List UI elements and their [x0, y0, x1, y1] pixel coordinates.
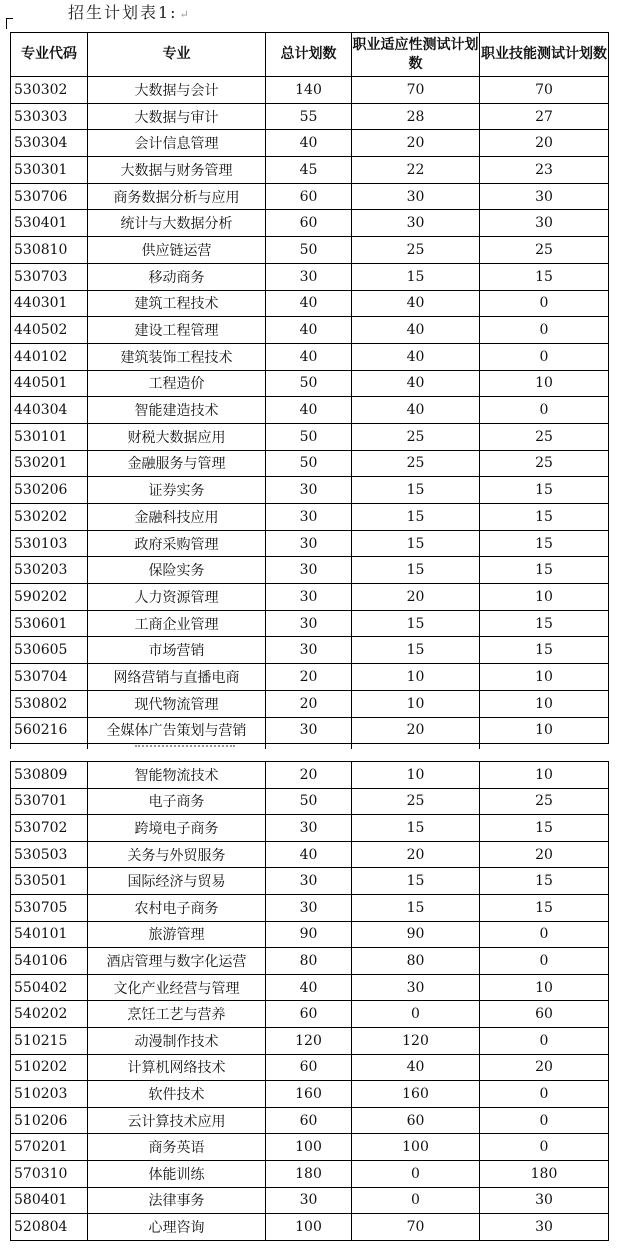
cell-major: 现代物流管理 — [88, 690, 266, 717]
table-row — [11, 690, 609, 717]
cell-skill: 15 — [480, 815, 609, 842]
table-row — [11, 1187, 609, 1214]
table-row — [11, 948, 609, 975]
cell-total: 30 — [266, 610, 352, 637]
table-row — [11, 183, 609, 210]
cell-aptitude: 25 — [352, 788, 480, 815]
cell-aptitude: 20 — [352, 584, 480, 611]
cell-skill: 25 — [480, 423, 609, 450]
table-row — [11, 1081, 609, 1108]
cell-major: 财税大数据应用 — [88, 423, 266, 450]
cell-code: 570201 — [11, 1134, 88, 1161]
table-row — [11, 841, 609, 868]
cell-code: 530605 — [11, 637, 88, 664]
cell-aptitude: 40 — [352, 290, 480, 317]
cell-skill: 27 — [480, 103, 609, 130]
cell-major: 建筑装饰工程技术 — [88, 343, 266, 370]
table-row — [11, 1134, 609, 1161]
table-row — [11, 77, 609, 104]
table-row — [11, 1001, 609, 1028]
cell-total: 50 — [266, 788, 352, 815]
cell-code: 540106 — [11, 948, 88, 975]
cell-code: 530705 — [11, 894, 88, 921]
cell-skill: 23 — [480, 157, 609, 184]
cell-total: 30 — [266, 868, 352, 895]
cell-aptitude: 10 — [352, 664, 480, 691]
cell-code: 530304 — [11, 130, 88, 157]
cell-aptitude: 15 — [352, 637, 480, 664]
cell-aptitude: 20 — [352, 130, 480, 157]
cell-code: 510203 — [11, 1081, 88, 1108]
cell-aptitude: 0 — [352, 1160, 480, 1187]
cell-skill: 15 — [480, 263, 609, 290]
cell-skill: 10 — [480, 717, 609, 744]
table-row — [11, 815, 609, 842]
cell-total: 30 — [266, 815, 352, 842]
cell-major: 心理咨询 — [88, 1214, 266, 1241]
cell-skill: 0 — [480, 1027, 609, 1054]
cell-skill: 0 — [480, 1107, 609, 1134]
table-row — [11, 450, 609, 477]
cell-major: 大数据与财务管理 — [88, 157, 266, 184]
cell-major: 文化产业经营与管理 — [88, 974, 266, 1001]
cell-total: 55 — [266, 103, 352, 130]
table-row — [11, 664, 609, 691]
cell-total: 30 — [266, 894, 352, 921]
table-title: 招生计划表1: ↵ — [68, 3, 191, 22]
cell-total: 30 — [266, 717, 352, 744]
cell-total: 40 — [266, 343, 352, 370]
cell-code: 550402 — [11, 974, 88, 1001]
cell-skill: 25 — [480, 450, 609, 477]
cell-code: 540202 — [11, 1001, 88, 1028]
cell-skill: 10 — [480, 762, 609, 789]
cell-skill: 15 — [480, 504, 609, 531]
cell-major: 智能建造技术 — [88, 397, 266, 424]
cell-skill: 20 — [480, 130, 609, 157]
cell-major: 移动商务 — [88, 263, 266, 290]
cell-code: 520804 — [11, 1214, 88, 1241]
table-row — [11, 610, 609, 637]
table-row — [11, 130, 609, 157]
cell-skill: 0 — [480, 1134, 609, 1161]
header-code: 专业代码 — [11, 33, 88, 77]
cell-aptitude: 30 — [352, 183, 480, 210]
cell-code: 530201 — [11, 450, 88, 477]
cell-total: 30 — [266, 584, 352, 611]
cell-aptitude: 15 — [352, 263, 480, 290]
cell-code: 530202 — [11, 504, 88, 531]
cell-code: 440301 — [11, 290, 88, 317]
cell-total: 40 — [266, 841, 352, 868]
cell-skill: 15 — [480, 868, 609, 895]
table-row — [11, 921, 609, 948]
cell-skill: 0 — [480, 317, 609, 344]
cell-skill: 0 — [480, 343, 609, 370]
cell-total: 140 — [266, 77, 352, 104]
cell-total: 50 — [266, 370, 352, 397]
enrollment-plan-table-page-1 — [10, 32, 609, 744]
cell-aptitude: 15 — [352, 504, 480, 531]
cell-aptitude: 15 — [352, 815, 480, 842]
cell-skill: 20 — [480, 1054, 609, 1081]
table-row — [11, 974, 609, 1001]
cell-major: 云计算技术应用 — [88, 1107, 266, 1134]
cell-skill: 180 — [480, 1160, 609, 1187]
cell-code: 440304 — [11, 397, 88, 424]
table-header-row — [11, 33, 609, 77]
table-row — [11, 762, 609, 789]
cell-major: 政府采购管理 — [88, 530, 266, 557]
cell-code: 530203 — [11, 557, 88, 584]
cell-major: 国际经济与贸易 — [88, 868, 266, 895]
cell-aptitude: 0 — [352, 1187, 480, 1214]
cell-aptitude: 10 — [352, 762, 480, 789]
table-row — [11, 263, 609, 290]
table-row — [11, 557, 609, 584]
cell-total: 60 — [266, 1054, 352, 1081]
cell-code: 530401 — [11, 210, 88, 237]
cell-major: 统计与大数据分析 — [88, 210, 266, 237]
cell-major: 智能物流技术 — [88, 762, 266, 789]
cell-code: 440102 — [11, 343, 88, 370]
table-row — [11, 103, 609, 130]
cell-aptitude: 15 — [352, 557, 480, 584]
table-row — [11, 894, 609, 921]
cell-skill: 30 — [480, 1214, 609, 1241]
cell-skill: 0 — [480, 290, 609, 317]
cell-aptitude: 60 — [352, 1107, 480, 1134]
cell-code: 510215 — [11, 1027, 88, 1054]
table-row — [11, 1214, 609, 1241]
header-skill-test: 职业技能测试计划数 — [480, 33, 609, 77]
cell-skill: 10 — [480, 370, 609, 397]
cell-code: 530601 — [11, 610, 88, 637]
cell-skill: 10 — [480, 664, 609, 691]
cell-aptitude: 25 — [352, 450, 480, 477]
cell-code: 530706 — [11, 183, 88, 210]
cell-code: 530802 — [11, 690, 88, 717]
cell-aptitude: 70 — [352, 77, 480, 104]
next-paragraph-fragment — [0, 1248, 621, 1260]
cell-skill: 30 — [480, 210, 609, 237]
cell-code: 530704 — [11, 664, 88, 691]
cell-total: 60 — [266, 1107, 352, 1134]
cell-total: 60 — [266, 210, 352, 237]
cell-skill: 15 — [480, 557, 609, 584]
cell-major: 大数据与审计 — [88, 103, 266, 130]
cell-major: 金融科技应用 — [88, 504, 266, 531]
cell-skill: 60 — [480, 1001, 609, 1028]
table-body-page-1 — [11, 77, 609, 744]
cell-total: 30 — [266, 477, 352, 504]
table-row — [11, 1160, 609, 1187]
cell-major: 法律事务 — [88, 1187, 266, 1214]
cell-code: 530206 — [11, 477, 88, 504]
cell-aptitude: 15 — [352, 868, 480, 895]
table-row — [11, 290, 609, 317]
cell-code: 530103 — [11, 530, 88, 557]
cell-aptitude: 90 — [352, 921, 480, 948]
cell-skill: 20 — [480, 841, 609, 868]
cell-total: 45 — [266, 157, 352, 184]
cell-aptitude: 40 — [352, 370, 480, 397]
cell-total: 90 — [266, 921, 352, 948]
cell-code: 530810 — [11, 237, 88, 264]
cell-major: 工程造价 — [88, 370, 266, 397]
table-row — [11, 1107, 609, 1134]
cell-major: 建设工程管理 — [88, 317, 266, 344]
cell-major: 计算机网络技术 — [88, 1054, 266, 1081]
page-corner-mark — [6, 18, 13, 29]
cell-total: 50 — [266, 423, 352, 450]
cell-aptitude: 30 — [352, 974, 480, 1001]
page-break-fragment — [10, 741, 608, 749]
cell-code: 530302 — [11, 77, 88, 104]
cell-total: 60 — [266, 1001, 352, 1028]
cell-skill: 15 — [480, 894, 609, 921]
cell-aptitude: 15 — [352, 477, 480, 504]
cell-total: 60 — [266, 183, 352, 210]
cell-skill: 70 — [480, 77, 609, 104]
table-row — [11, 584, 609, 611]
cell-aptitude: 15 — [352, 610, 480, 637]
cell-total: 120 — [266, 1027, 352, 1054]
cell-total: 20 — [266, 690, 352, 717]
table-row — [11, 868, 609, 895]
cell-aptitude: 40 — [352, 397, 480, 424]
cell-major: 供应链运营 — [88, 237, 266, 264]
cell-skill: 10 — [480, 974, 609, 1001]
cell-skill: 0 — [480, 397, 609, 424]
cell-code: 510206 — [11, 1107, 88, 1134]
cell-skill: 0 — [480, 1081, 609, 1108]
table-row — [11, 157, 609, 184]
cell-major: 动漫制作技术 — [88, 1027, 266, 1054]
table-row — [11, 530, 609, 557]
cell-major: 全媒体广告策划与营销 — [88, 717, 266, 744]
table-row — [11, 343, 609, 370]
table-row — [11, 1027, 609, 1054]
cell-total: 40 — [266, 317, 352, 344]
cell-total: 50 — [266, 237, 352, 264]
cell-skill: 30 — [480, 1187, 609, 1214]
cell-major: 商务英语 — [88, 1134, 266, 1161]
cell-total: 30 — [266, 557, 352, 584]
cell-code: 530301 — [11, 157, 88, 184]
cell-major: 建筑工程技术 — [88, 290, 266, 317]
cell-aptitude: 0 — [352, 1001, 480, 1028]
cell-aptitude: 80 — [352, 948, 480, 975]
cell-aptitude: 160 — [352, 1081, 480, 1108]
cell-skill: 10 — [480, 584, 609, 611]
cell-total: 30 — [266, 263, 352, 290]
cell-total: 40 — [266, 974, 352, 1001]
cell-aptitude: 70 — [352, 1214, 480, 1241]
cell-major: 烹饪工艺与营养 — [88, 1001, 266, 1028]
cell-skill: 15 — [480, 637, 609, 664]
cell-total: 30 — [266, 1187, 352, 1214]
cell-aptitude: 30 — [352, 210, 480, 237]
table-row — [11, 317, 609, 344]
cell-code: 510202 — [11, 1054, 88, 1081]
cell-aptitude: 40 — [352, 343, 480, 370]
cell-total: 100 — [266, 1134, 352, 1161]
cell-aptitude: 100 — [352, 1134, 480, 1161]
cell-skill: 25 — [480, 237, 609, 264]
cell-code: 530809 — [11, 762, 88, 789]
cell-major: 金融服务与管理 — [88, 450, 266, 477]
cell-aptitude: 22 — [352, 157, 480, 184]
cell-total: 30 — [266, 504, 352, 531]
table-row — [11, 788, 609, 815]
table-row — [11, 477, 609, 504]
cell-total: 30 — [266, 530, 352, 557]
cell-total: 40 — [266, 290, 352, 317]
cell-major: 关务与外贸服务 — [88, 841, 266, 868]
cell-major: 体能训练 — [88, 1160, 266, 1187]
cell-major: 大数据与会计 — [88, 77, 266, 104]
cell-code: 440501 — [11, 370, 88, 397]
cell-major: 人力资源管理 — [88, 584, 266, 611]
table-row — [11, 504, 609, 531]
cell-total: 50 — [266, 450, 352, 477]
cell-skill: 25 — [480, 788, 609, 815]
cell-skill: 0 — [480, 921, 609, 948]
cell-skill: 15 — [480, 610, 609, 637]
cell-skill: 15 — [480, 530, 609, 557]
cell-aptitude: 15 — [352, 894, 480, 921]
cell-total: 40 — [266, 130, 352, 157]
table-row — [11, 423, 609, 450]
cell-major: 旅游管理 — [88, 921, 266, 948]
cell-total: 20 — [266, 762, 352, 789]
cell-major: 跨境电子商务 — [88, 815, 266, 842]
cell-code: 440502 — [11, 317, 88, 344]
cell-aptitude: 10 — [352, 690, 480, 717]
header-total: 总计划数 — [266, 33, 352, 77]
cell-total: 40 — [266, 397, 352, 424]
cell-aptitude: 20 — [352, 841, 480, 868]
cell-major: 商务数据分析与应用 — [88, 183, 266, 210]
cell-aptitude: 25 — [352, 423, 480, 450]
cell-skill: 10 — [480, 690, 609, 717]
table-row — [11, 1054, 609, 1081]
cell-major: 证券实务 — [88, 477, 266, 504]
enrollment-plan-table-page-2 — [10, 761, 609, 1241]
cell-major: 会计信息管理 — [88, 130, 266, 157]
cell-code: 570310 — [11, 1160, 88, 1187]
cell-aptitude: 120 — [352, 1027, 480, 1054]
cell-major: 软件技术 — [88, 1081, 266, 1108]
cell-code: 540101 — [11, 921, 88, 948]
cell-code: 580401 — [11, 1187, 88, 1214]
cell-aptitude: 15 — [352, 530, 480, 557]
cell-code: 530703 — [11, 263, 88, 290]
cell-total: 80 — [266, 948, 352, 975]
cell-major: 工商企业管理 — [88, 610, 266, 637]
table-row — [11, 210, 609, 237]
cell-code: 590202 — [11, 584, 88, 611]
cell-major: 农村电子商务 — [88, 894, 266, 921]
cell-total: 100 — [266, 1214, 352, 1241]
header-major: 专业 — [88, 33, 266, 77]
cell-total: 30 — [266, 637, 352, 664]
cell-code: 530701 — [11, 788, 88, 815]
cell-major: 保险实务 — [88, 557, 266, 584]
header-aptitude-test: 职业适应性测试计划数 — [352, 33, 480, 77]
cell-aptitude: 25 — [352, 237, 480, 264]
cell-total: 180 — [266, 1160, 352, 1187]
cell-skill: 15 — [480, 477, 609, 504]
cell-code: 530101 — [11, 423, 88, 450]
cell-aptitude: 40 — [352, 317, 480, 344]
cell-aptitude: 20 — [352, 717, 480, 744]
table-row — [11, 370, 609, 397]
table-row — [11, 637, 609, 664]
cell-skill: 0 — [480, 948, 609, 975]
cell-aptitude: 40 — [352, 1054, 480, 1081]
table-row — [11, 717, 609, 744]
cell-major: 市场营销 — [88, 637, 266, 664]
cell-code: 530702 — [11, 815, 88, 842]
cell-major: 酒店管理与数字化运营 — [88, 948, 266, 975]
cell-aptitude: 28 — [352, 103, 480, 130]
cell-code: 530303 — [11, 103, 88, 130]
table-row — [11, 397, 609, 424]
cell-major: 电子商务 — [88, 788, 266, 815]
cell-code: 530501 — [11, 868, 88, 895]
cell-total: 160 — [266, 1081, 352, 1108]
cell-code: 530503 — [11, 841, 88, 868]
cell-total: 20 — [266, 664, 352, 691]
cell-major: 网络营销与直播电商 — [88, 664, 266, 691]
cell-code: 560216 — [11, 717, 88, 744]
table-body-page-2 — [11, 762, 609, 1241]
table-row — [11, 237, 609, 264]
cell-skill: 30 — [480, 183, 609, 210]
